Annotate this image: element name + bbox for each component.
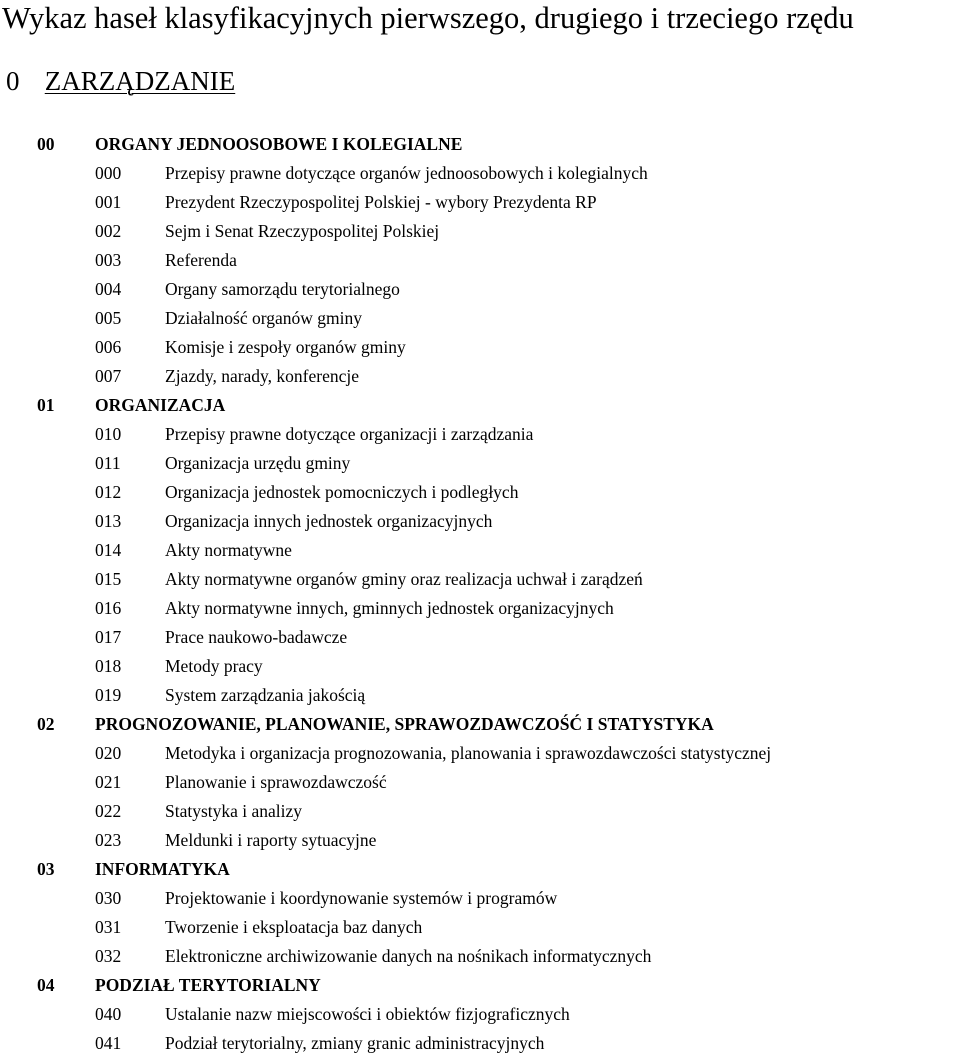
list-item (0, 884, 960, 913)
list-item (0, 362, 960, 391)
list-item (0, 304, 960, 333)
item-label: Prace naukowo-badawcze (165, 627, 348, 647)
item-label: Akty normatywne innych, gminnych jednostek organizacyjnych (165, 598, 614, 618)
item-label: Statystyka i analizy (165, 801, 303, 821)
item-label: Referenda (165, 250, 237, 270)
item-code: 002 (95, 221, 122, 241)
item-code: 000 (95, 163, 122, 183)
group-label: PODZIAŁ TERYTORIALNY (95, 975, 321, 995)
item-code: 014 (95, 540, 122, 560)
item-code: 018 (95, 656, 122, 676)
item-code: 031 (95, 917, 122, 937)
item-label: Akty normatywne (165, 540, 292, 560)
group-code: 03 (37, 859, 55, 879)
group-code: 04 (37, 975, 55, 995)
item-code: 003 (95, 250, 122, 270)
item-code: 004 (95, 279, 122, 299)
list-item (0, 739, 960, 768)
group-heading (0, 855, 960, 884)
list-item (0, 449, 960, 478)
item-label: Komisje i zespoły organów gminy (165, 337, 406, 357)
list-item (0, 333, 960, 362)
group-heading (0, 710, 960, 739)
item-label: Organy samorządu terytorialnego (165, 279, 400, 299)
group-heading (0, 391, 960, 420)
group-label: ORGANIZACJA (95, 395, 226, 415)
item-code: 023 (95, 830, 122, 850)
section-code: 0 (6, 66, 20, 96)
item-label: Przepisy prawne dotyczące organów jednoosobowych i kolegialnych (165, 163, 648, 183)
item-label: Ustalanie nazw miejscowości i obiektów fizjograficznych (165, 1004, 570, 1024)
item-code: 007 (95, 366, 122, 386)
list-item (0, 188, 960, 217)
item-code: 032 (95, 946, 122, 966)
group-heading (0, 130, 960, 159)
item-label: Przepisy prawne dotyczące organizacji i zarządzania (165, 424, 534, 444)
list-item (0, 246, 960, 275)
list-item (0, 507, 960, 536)
item-code: 015 (95, 569, 122, 589)
group-label: PROGNOZOWANIE, PLANOWANIE, SPRAWOZDAWCZOŚĆ I STATYSTYKA (95, 714, 714, 734)
list-item (0, 217, 960, 246)
group-code: 01 (37, 395, 55, 415)
item-label: Akty normatywne organów gminy oraz realizacja uchwał i zarądzeń (165, 569, 643, 589)
item-code: 020 (95, 743, 122, 763)
item-label: Elektroniczne archiwizowanie danych na nośnikach informatycznych (165, 946, 652, 966)
item-label: Organizacja jednostek pomocniczych i podległych (165, 482, 519, 502)
item-code: 030 (95, 888, 122, 908)
item-code: 011 (95, 453, 121, 473)
item-code: 005 (95, 308, 122, 328)
item-code: 010 (95, 424, 122, 444)
group-heading (0, 971, 960, 1000)
item-code: 021 (95, 772, 122, 792)
list-item (0, 565, 960, 594)
list-item (0, 826, 960, 855)
item-label: System zarządzania jakością (165, 685, 366, 705)
item-label: Organizacja urzędu gminy (165, 453, 351, 473)
classification-list (0, 130, 960, 1058)
document-title: Wykaz haseł klasyfikacyjnych pierwszego, drugiego i trzeciego rzędu (2, 1, 854, 35)
list-item (0, 420, 960, 449)
list-item (0, 478, 960, 507)
item-code: 012 (95, 482, 122, 502)
list-item (0, 623, 960, 652)
list-item (0, 652, 960, 681)
item-code: 013 (95, 511, 122, 531)
list-item (0, 159, 960, 188)
item-label: Działalność organów gminy (165, 308, 362, 328)
item-code: 022 (95, 801, 122, 821)
item-label: Sejm i Senat Rzeczypospolitej Polskiej (165, 221, 440, 241)
list-item (0, 536, 960, 565)
item-label: Planowanie i sprawozdawczość (165, 772, 387, 792)
item-code: 019 (95, 685, 122, 705)
item-code: 041 (95, 1033, 122, 1053)
item-label: Tworzenie i eksploatacja baz danych (165, 917, 423, 937)
list-item (0, 797, 960, 826)
list-item (0, 913, 960, 942)
item-code: 016 (95, 598, 122, 618)
list-item (0, 681, 960, 710)
list-item (0, 1029, 960, 1058)
section-label: ZARZĄDZANIE (44, 66, 236, 96)
list-item (0, 275, 960, 304)
item-label: Projektowanie i koordynowanie systemów i programów (165, 888, 558, 908)
item-label: Podział terytorialny, zmiany granic administracyjnych (165, 1033, 545, 1053)
group-code: 02 (37, 714, 55, 734)
item-code: 001 (95, 192, 122, 212)
item-label: Meldunki i raporty sytuacyjne (165, 830, 377, 850)
list-item (0, 594, 960, 623)
item-label: Organizacja innych jednostek organizacyjnych (165, 511, 493, 531)
section-heading (6, 64, 235, 98)
list-item (0, 768, 960, 797)
item-code: 006 (95, 337, 122, 357)
list-item (0, 942, 960, 971)
item-label: Prezydent Rzeczypospolitej Polskiej - wybory Prezydenta RP (165, 192, 597, 212)
item-label: Zjazdy, narady, konferencje (165, 366, 360, 386)
item-code: 017 (95, 627, 122, 647)
list-item (0, 1000, 960, 1029)
group-code: 00 (37, 134, 55, 154)
group-label: ORGANY JEDNOOSOBOWE I KOLEGIALNE (95, 134, 463, 154)
item-label: Metody pracy (165, 656, 263, 676)
group-label: INFORMATYKA (95, 859, 230, 879)
item-label: Metodyka i organizacja prognozowania, planowania i sprawozdawczości statystycznej (165, 743, 772, 763)
item-code: 040 (95, 1004, 122, 1024)
